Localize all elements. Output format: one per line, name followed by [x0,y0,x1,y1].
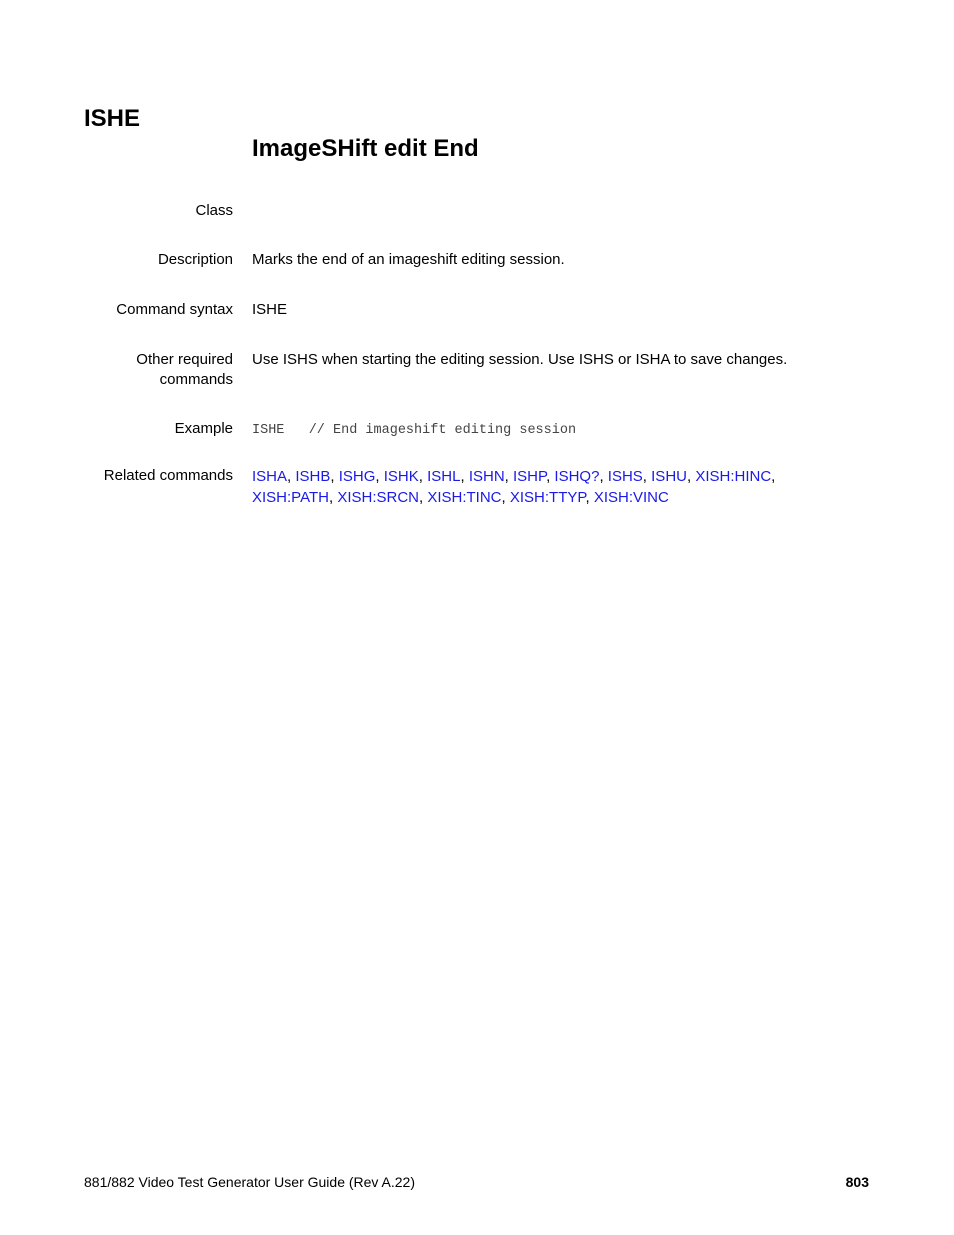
related-links [252,466,852,508]
related-separator: , [585,489,594,506]
related-link-isha[interactable]: ISHA [252,468,288,485]
related-separator: , [771,468,776,485]
example-label: Example [174,420,233,437]
related-link-ishp[interactable]: ISHP [513,468,547,485]
related-link-ishg[interactable]: ISHG [338,468,376,485]
command-title: ImageSHift edit End [252,135,479,162]
related-link-ishn[interactable]: ISHN [468,468,505,485]
related-link-ishk[interactable]: ISHK [383,468,419,485]
related-links-line1 [252,466,852,487]
syntax-label: Command syntax [116,301,233,318]
related-separator: , [419,489,428,506]
description-value: Marks the end of an imageshift editing session. [252,251,565,268]
example-code: ISHE // End imageshift editing session [252,423,577,438]
footer-guide-title: 881/882 Video Test Generator User Guide (Rev A.22) [84,1174,416,1190]
related-separator: , [330,468,339,485]
related-link-xish-srcn[interactable]: XISH:SRCN [337,489,419,506]
related-link-ishu[interactable]: ISHU [651,468,687,485]
related-separator: , [328,489,338,506]
related-separator: , [686,468,696,485]
other-required-label-line2: commands [159,371,233,388]
description-label: Description [157,251,233,268]
related-separator: , [642,468,652,485]
related-link-xish-vinc[interactable]: XISH:VINC [593,489,669,506]
related-separator: , [501,489,510,506]
related-label: Related commands [103,467,233,484]
syntax-value: ISHE [252,301,288,318]
related-link-xish-tinc[interactable]: XISH:TINC [427,489,502,506]
related-separator: , [504,468,513,485]
related-link-xish-path[interactable]: XISH:PATH [252,489,329,506]
footer-page-number: 803 [845,1174,869,1190]
other-required-value: Use ISHS when starting the editing session. Use ISHS or ISHA to save changes. [252,351,788,368]
related-link-xish-ttyp[interactable]: XISH:TTYP [509,489,586,506]
command-name: ISHE [84,105,141,132]
related-separator: , [418,468,428,485]
related-separator: , [599,468,608,485]
related-separator: , [375,468,384,485]
related-separator: , [287,468,296,485]
related-link-ishb[interactable]: ISHB [295,468,331,485]
related-separator: , [546,468,555,485]
other-required-label [33,350,233,390]
related-links-line2 [252,487,852,508]
related-link-ishs[interactable]: ISHS [607,468,643,485]
class-label: Class [195,202,233,219]
related-link-ishl[interactable]: ISHL [427,468,461,485]
related-separator: , [460,468,469,485]
related-link-xish-hinc[interactable]: XISH:HINC [695,468,772,485]
other-required-label-line1: Other required [136,351,233,368]
related-link-ishq[interactable]: ISHQ? [554,468,600,485]
